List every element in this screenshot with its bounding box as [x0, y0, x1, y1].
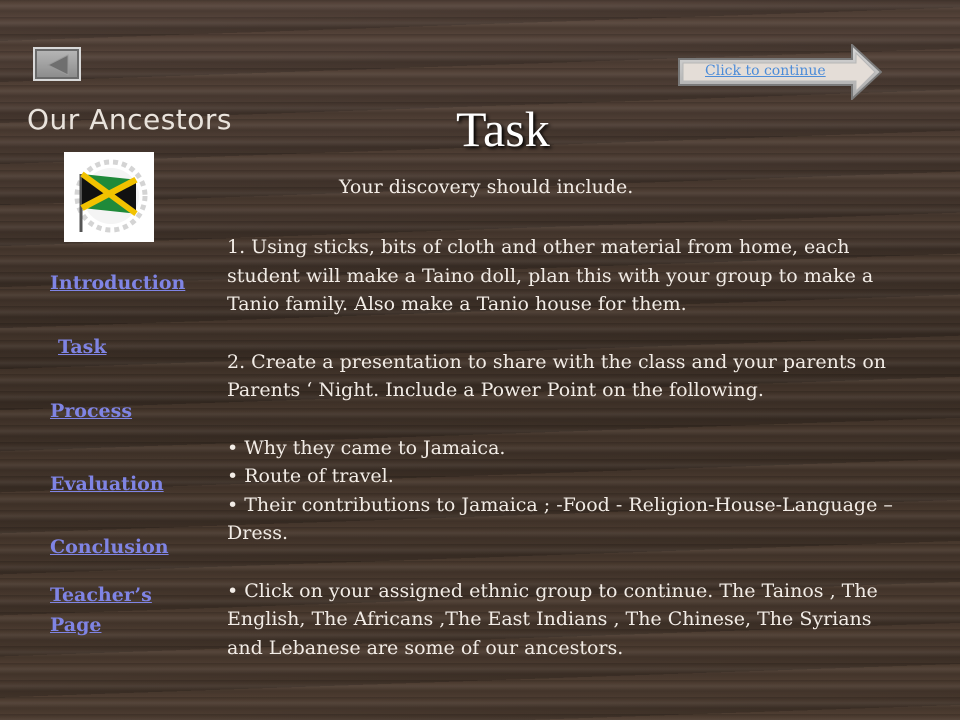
back-button[interactable] [33, 47, 81, 81]
nav-introduction[interactable]: Introduction [50, 272, 186, 294]
nav-task[interactable]: Task [58, 336, 107, 358]
task-item-1: 1. Using sticks, bits of cloth and other material from home, each student will make a Taino doll, plan this with your group to make a Tanio family. Also make a Tanio house for them. [227, 236, 874, 315]
nav-teachers-page-line2[interactable]: Page [50, 614, 102, 636]
intro-text: Your discovery should include. [339, 176, 634, 198]
bullet-route: • Route of travel. [227, 465, 394, 487]
left-arrow-icon [46, 54, 70, 76]
nav-teachers-page-line1[interactable]: Teacher’s [50, 584, 152, 606]
bullet-contributions: • Their contributions to Jamaica ; -Food - Religion-House-Language –Dress. [227, 493, 893, 544]
task-item-2: 2. Create a presentation to share with the class and your parents on Parents ‘ Night. Include a Power Point on the following. [227, 350, 886, 401]
bullet-why: • Why they came to Jamaica. [227, 436, 506, 459]
nav-process[interactable]: Process [50, 400, 133, 422]
nav-conclusion[interactable]: Conclusion [50, 536, 169, 558]
task-content [227, 233, 907, 662]
jamaica-flag-logo [64, 152, 154, 242]
page-title: Task [456, 101, 550, 157]
flag-icon [64, 152, 154, 242]
continue-button[interactable] [678, 44, 882, 100]
bullet-click-group: • Click on your assigned ethnic group to continue. The Tainos , The English, The Africans ,The East Indians , The Chinese, The Syrians and Lebanese are some of our ancestors. [227, 579, 878, 659]
site-title: Our Ancestors [27, 103, 233, 136]
continue-link[interactable]: Click to continue [705, 63, 826, 79]
nav-evaluation[interactable]: Evaluation [50, 473, 164, 495]
